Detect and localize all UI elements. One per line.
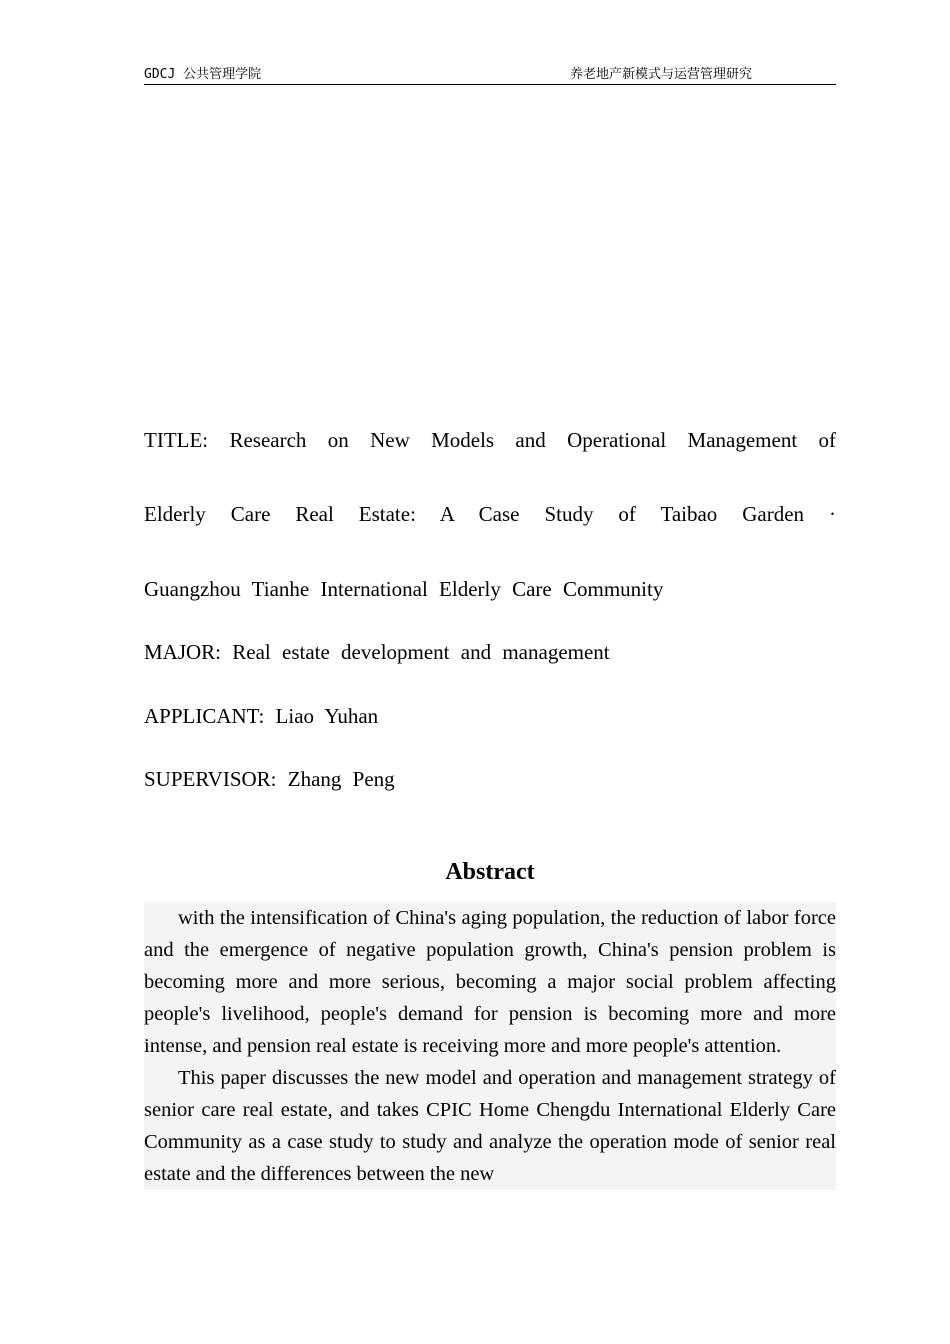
abstract-body <box>144 902 836 1190</box>
supervisor-line: SUPERVISOR: Zhang Peng <box>144 767 395 791</box>
abstract-paragraph-2: This paper discusses the new model and operation and management strategy of senior care real estate, and takes CPIC Home Chengdu International Elderly Care Community as a case study to study and analyze the operation mode of senior real estate and the differences between the new <box>144 1067 836 1185</box>
title-line-2: Elderly Care Real Estate: A Case Study of Taibao Garden · <box>144 502 836 526</box>
applicant-line: APPLICANT: Liao Yuhan <box>144 704 379 728</box>
page-header <box>144 66 836 85</box>
header-school-label: GDCJ 公共管理学院 <box>144 67 262 82</box>
major-line: MAJOR: Real estate development and management <box>144 640 610 664</box>
abstract-heading: Abstract <box>445 859 535 885</box>
abstract-paragraph-1: with the intensification of China's aging population, the reduction of labor force and the emergence of negative population growth, China's pension problem is becoming more and more serious, becoming a major social problem affecting people's livelihood, people's demand for pension is becoming more and more intense, and pension real estate is receiving more and more people's attention. <box>144 907 836 1057</box>
title-line-1: TITLE: Research on New Models and Operational Management of <box>144 428 836 452</box>
header-thesis-title: 养老地产新模式与运营管理研究 <box>570 67 753 82</box>
title-line-3: Guangzhou Tianhe International Elderly Care Community <box>144 577 664 601</box>
